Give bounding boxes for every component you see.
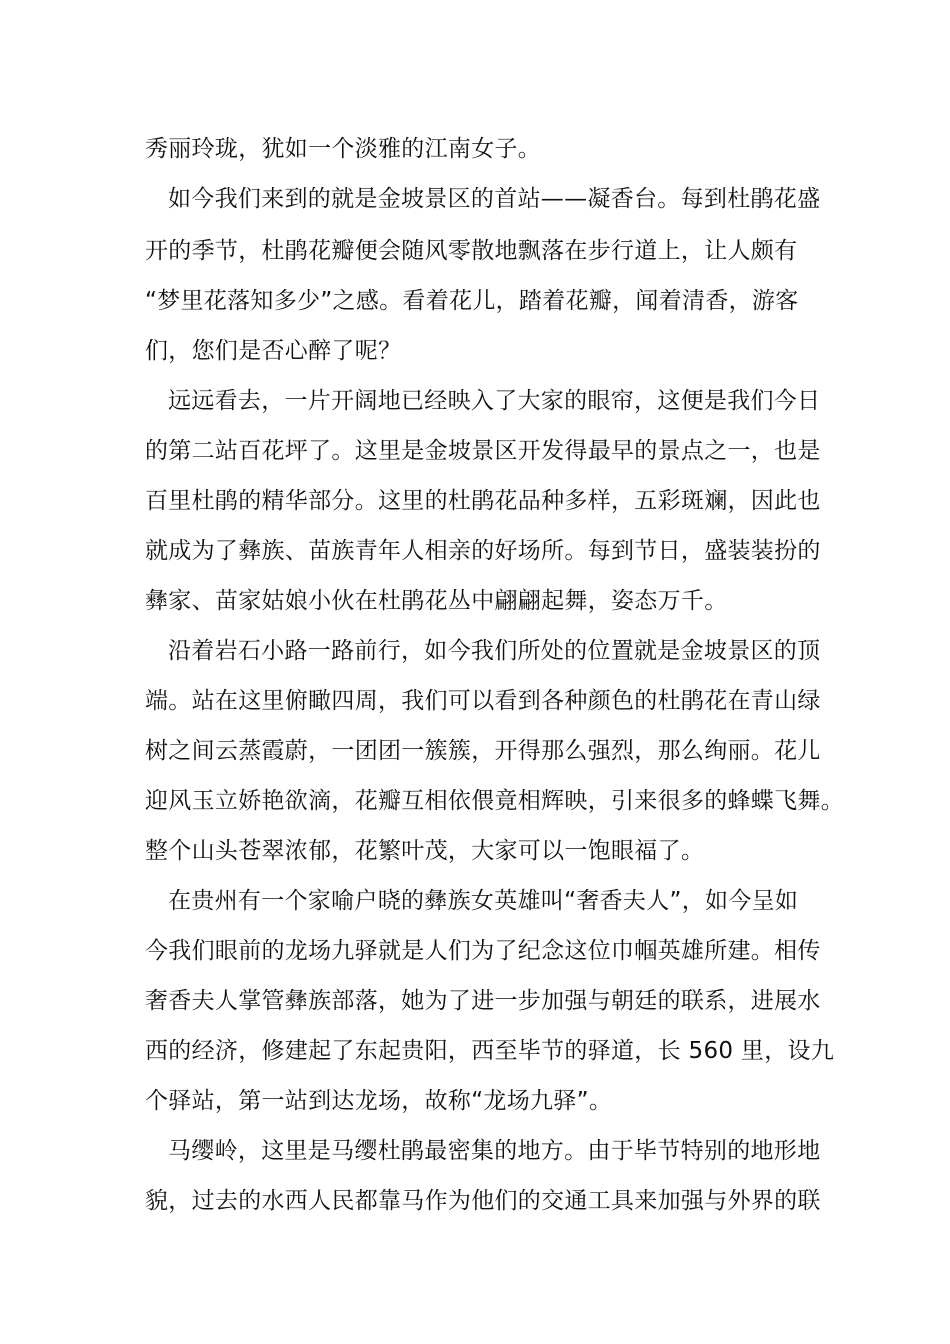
text-line: 开的季节，杜鹃花瓣便会随风零散地飘落在步行道上，让人颇有 xyxy=(145,238,798,264)
text-line: 西的经济，修建起了东起贵阳，西至毕节的驿道，长 560 里，设九 xyxy=(145,1038,835,1064)
text-line: 在贵州有一个家喻户晓的彝族女英雄叫“奢香夫人”，如今呈如 xyxy=(168,888,799,914)
text-line: “梦里花落知多少”之感。看着花儿，踏着花瓣，闻着清香，游客 xyxy=(145,288,799,314)
text-line: 如今我们来到的就是金坡景区的首站——凝香台。每到杜鹃花盛 xyxy=(168,186,821,212)
text-line: 远远看去，一片开阔地已经映入了大家的眼帘，这便是我们今日 xyxy=(168,388,821,414)
text-line: 貌，过去的水西人民都靠马作为他们的交通工具来加强与外界的联 xyxy=(145,1188,821,1214)
text-line: 的第二站百花坪了。这里是金坡景区开发得最早的景点之一，也是 xyxy=(145,438,821,464)
text-line: 个驿站，第一站到达龙场，故称“龙场九驿”。 xyxy=(145,1088,613,1114)
text-line: 马缨岭，这里是马缨杜鹃最密集的地方。由于毕节特别的地形地 xyxy=(168,1138,821,1164)
text-line: 秀丽玲珑，犹如一个淡雅的江南女子。 xyxy=(145,136,542,162)
text-line: 迎风玉立娇艳欲滴，花瓣互相依偎竟相辉映，引来很多的蜂蝶飞舞。 xyxy=(145,788,844,814)
text-line: 端。站在这里俯瞰四周，我们可以看到各种颜色的杜鹃花在青山绿 xyxy=(145,688,821,714)
text-line: 沿着岩石小路一路前行，如今我们所处的位置就是金坡景区的顶 xyxy=(168,638,821,664)
text-line: 奢香夫人掌管彝族部落，她为了进一步加强与朝廷的联系，进展水 xyxy=(145,988,821,1014)
text-line: 今我们眼前的龙场九驿就是人们为了纪念这位巾帼英雄所建。相传 xyxy=(145,938,821,964)
text-line: 彝家、苗家姑娘小伙在杜鹃花丛中翩翩起舞，姿态万千。 xyxy=(145,588,728,614)
text-line: 树之间云蒸霞蔚，一团团一簇簇，开得那么强烈，那么绚丽。花儿 xyxy=(145,738,821,764)
text-line: 就成为了彝族、苗族青年人相亲的好场所。每到节日，盛装装扮的 xyxy=(145,538,821,564)
text-line: 们，您们是否心醉了呢？ xyxy=(145,338,402,364)
text-line: 整个山头苍翠浓郁，花繁叶茂，大家可以一饱眼福了。 xyxy=(145,838,705,864)
text-line: 百里杜鹃的精华部分。这里的杜鹃花品种多样，五彩斑斓，因此也 xyxy=(145,488,821,514)
